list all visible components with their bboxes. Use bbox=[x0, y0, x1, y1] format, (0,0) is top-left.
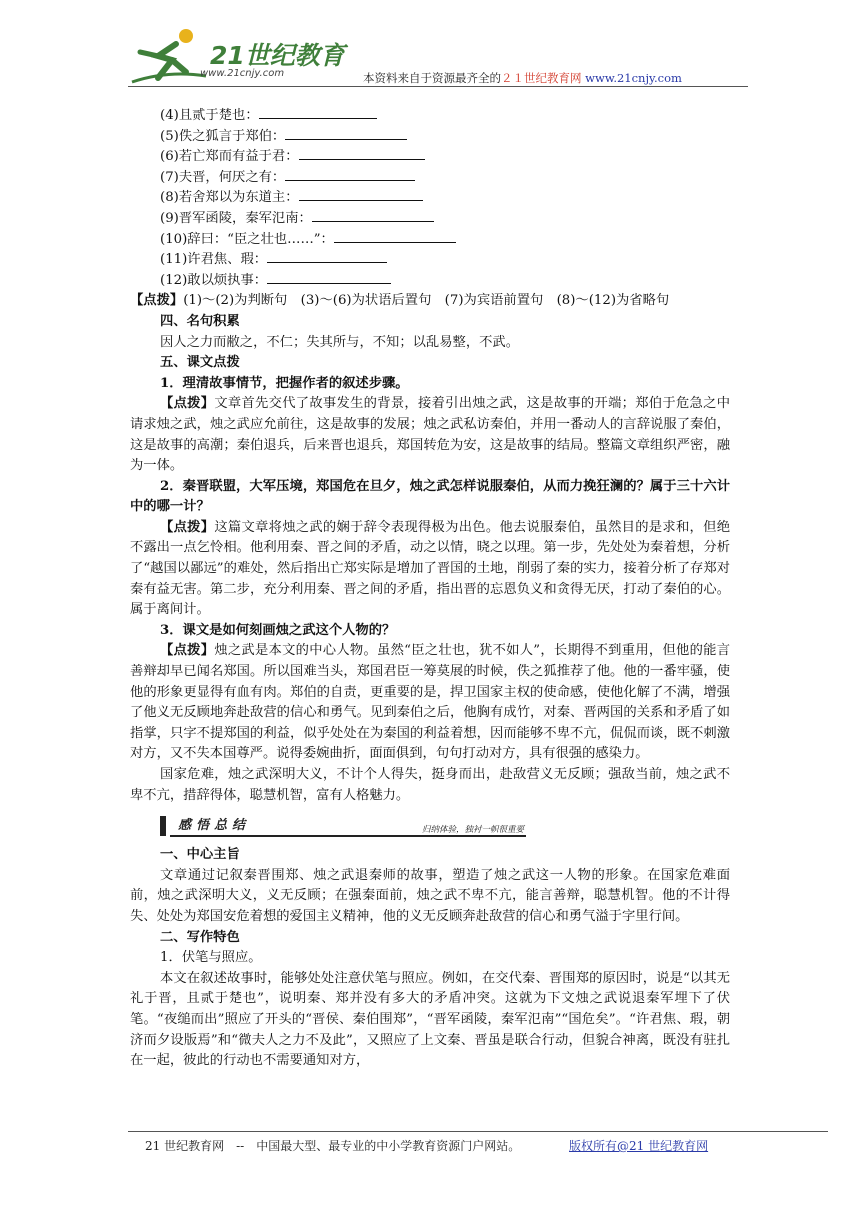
answer-blank bbox=[285, 127, 407, 140]
answer-blank bbox=[267, 250, 387, 263]
dianbo-note: 【点拨】(1)～(2)为判断句 (3)～(6)为状语后置句 (7)为宾语前置句 (8)～(12)为省略句 bbox=[130, 293, 670, 309]
paragraph: 本文在叙述故事时，能够处处注意伏笔与照应。例如，在交代秦、晋围郑的原因时，说是“以其无礼于晋，且贰于楚也”，说明秦、郑并没有多大的矛盾冲突。这就为下文烛之武说退秦军埋下了伏笔。“夜缒而出”照应了开头的“晋侯、秦伯围郑”，“晋军函陵，秦军氾南”“国危矣”。“许君焦、瑕，朝济而夕设版焉”和“微夫人之力不及此”，又照应了上文秦、晋虽是联合行动，但貌合神离，既没有驻扎在一起，彼此的行动也不需要通知对方， bbox=[130, 970, 730, 1069]
banner-title: 感悟总结 bbox=[176, 816, 256, 836]
answer-blank bbox=[267, 271, 391, 284]
exercise-item: (4)且贰于楚也： bbox=[130, 106, 730, 127]
answer-blank bbox=[334, 230, 456, 243]
paragraph: 国家危难，烛之武深明大义，不计个人得失，挺身而出，赴敌营义无反顾；强敌当前，烛之武不卑不亢，措辞得体，聪慧机智，富有人格魅力。 bbox=[130, 767, 730, 803]
answer-paragraph: 【点拨】文章首先交代了故事发生的背景，接着引出烛之武，这是故事的开端；郑伯于危急之中请求烛之武，烛之武应允前往，这是故事的发展；烛之武私访秦伯，并用一番动人的言辞说服了秦伯，这是故事的高潮；秦伯退兵，后来晋也退兵，郑国转危为安，这是故事的结局。整篇文章组织严密，融为一体。 bbox=[130, 396, 730, 474]
footer-text: 21 世纪教育网 -- 中国最大型、最专业的中小学教育资源门户网站。 bbox=[145, 1139, 521, 1153]
exercise-item: (12)敢以烦执事： bbox=[130, 271, 730, 292]
answer-blank bbox=[299, 147, 425, 160]
exercise-item: (6)若亡郑而有益于君： bbox=[130, 147, 730, 168]
exercise-item: (8)若舍郑以为东道主： bbox=[130, 188, 730, 209]
answer-paragraph: 【点拨】这篇文章将烛之武的娴于辞令表现得极为出色。他去说服秦伯，虽然目的是求和，但绝不露出一点乞怜相。他利用秦、晋之间的矛盾，动之以情，晓之以理。第一步，先处处为秦着想，分析了“越国以鄙远”的难处，然后指出亡郑实际是增加了晋国的土地，削弱了秦的实力，接着分析了存郑对秦有益无害。第二步，充分利用秦、晋之间的矛盾，指出晋的忘恩负义和贪得无厌，打动了秦伯的心。属于离间计。 bbox=[130, 519, 730, 618]
header-divider bbox=[128, 86, 748, 87]
summary-banner bbox=[160, 814, 526, 839]
question: 2．秦晋联盟，大军压境，郑国危在旦夕，烛之武怎样说服秦伯，从而力挽狂澜的？属于三十六计中的哪一计？ bbox=[130, 478, 730, 515]
exercise-item: (11)许君焦、瑕： bbox=[130, 250, 730, 271]
section-title: 二、写作特色 bbox=[160, 929, 240, 945]
answer-blank bbox=[312, 209, 434, 222]
footer-divider bbox=[128, 1131, 828, 1132]
logo-text: 21世纪教育 bbox=[210, 41, 345, 70]
subheading: 1．伏笔与照应。 bbox=[160, 950, 262, 966]
section-title: 五、课文点拨 bbox=[160, 355, 240, 371]
famous-quote: 因人之力而敝之，不仁；失其所与，不知；以乱易整，不武。 bbox=[160, 334, 520, 350]
banner-subtitle: 归纳体验，独衬一帜很重要 bbox=[421, 825, 524, 836]
exercise-item: (7)夫晋，何厌之有： bbox=[130, 168, 730, 189]
logo-url: www.21cnjy.com bbox=[200, 68, 285, 79]
document-body bbox=[130, 106, 730, 1072]
question: 1．理清故事情节，把握作者的叙述步骤。 bbox=[160, 375, 409, 391]
paragraph: 文章通过记叙秦晋围郑、烛之武退秦师的故事，塑造了烛之武这一人物的形象。在国家危难面前，烛之武深明大义，义无反顾；在强秦面前，烛之武不卑不亢，能言善辩，聪慧机智。他的不计得失、处处为郑国安危着想的爱国主义精神，他的义无反顾奔赴敌营的信心和勇气溢于字里行间。 bbox=[130, 867, 730, 924]
header-source-note: 本资料来自于资源最齐全的２１世纪教育网 www.21cnjy.com bbox=[363, 71, 682, 85]
question: 3．课文是如何刻画烛之武这个人物的？ bbox=[160, 622, 396, 638]
answer-blank bbox=[285, 168, 415, 181]
answer-blank bbox=[259, 106, 377, 119]
brand-name: ２１世纪教育网 bbox=[501, 71, 582, 85]
section-title: 四、名句积累 bbox=[160, 313, 240, 329]
exercise-item: (5)佚之狐言于郑伯： bbox=[130, 127, 730, 148]
exercise-item: (10)辞曰：“臣之壮也……”： bbox=[130, 230, 730, 251]
section-title: 一、中心主旨 bbox=[160, 847, 240, 863]
exercise-item: (9)晋军函陵，秦军氾南： bbox=[130, 209, 730, 230]
answer-paragraph: 【点拨】烛之武是本文的中心人物。虽然“臣之壮也，犹不如人”，长期得不到重用，但他的能言善辩却早已闻名郑国。所以国难当头，郑国君臣一筹莫展的时候，佚之狐推荐了他。他的一番牢骚，使他的形象更显得有血有肉。郑伯的自责，更重要的是，捍卫国家主权的使命感，使他化解了不满，增强了他义无反顾地奔赴敌营的信心和勇气。见到秦伯之后，他胸有成竹，对秦、晋两国的关系和矛盾了如指掌，只字不提郑国的利益，似乎处处在为秦国的利益着想，因而能够不卑不亢，侃侃而谈，既不刺激对方，又不失本国尊严。说得委婉曲折，面面俱到，句句打动对方，具有很强的感染力。 bbox=[130, 643, 730, 762]
runner-logo-icon bbox=[128, 26, 208, 86]
header-link[interactable]: www.21cnjy.com bbox=[585, 71, 682, 85]
page-header bbox=[0, 0, 860, 90]
copyright-link[interactable]: 版权所有@21 世纪教育网 bbox=[569, 1139, 709, 1153]
answer-blank bbox=[299, 188, 423, 201]
